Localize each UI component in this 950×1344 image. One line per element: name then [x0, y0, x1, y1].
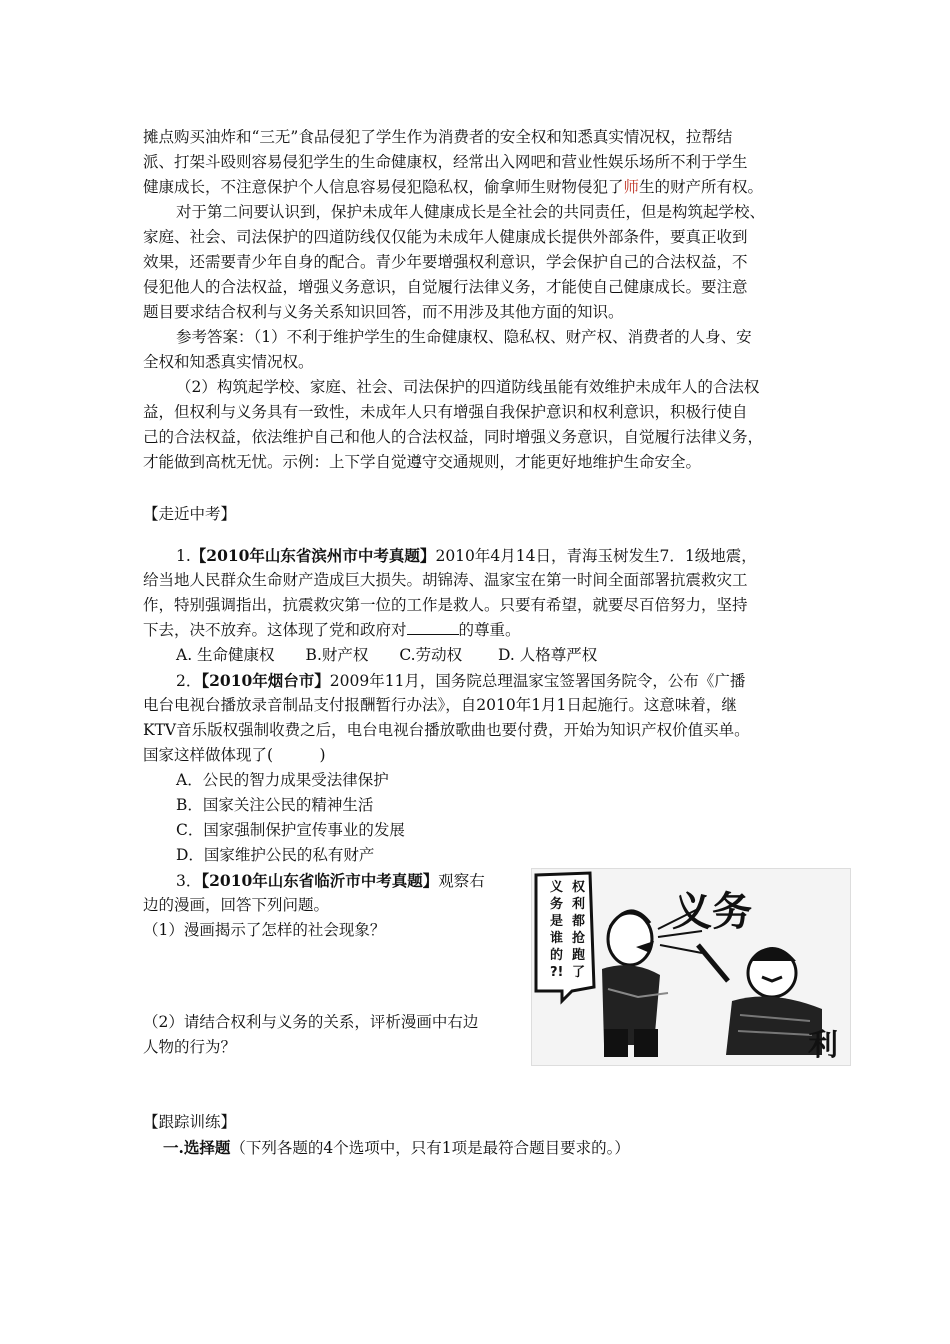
bubble-char: 谁 — [550, 931, 564, 946]
question-text: 下去，决不放弃。这体现了党和政府对 — [143, 621, 407, 639]
question-line: 国家这样做体现了( ) — [143, 746, 326, 764]
bubble-char: 利 — [572, 897, 586, 912]
analysis-line — [143, 175, 763, 200]
bubble-char: 是 — [550, 914, 564, 929]
question-number: 2． — [176, 672, 202, 690]
analysis-text: 生的财产所有权。 — [639, 178, 764, 196]
option-b: B．国家关注公民的精神生活 — [176, 796, 374, 814]
question-source: 【2010年山东省滨州市中考真题】 — [190, 546, 436, 565]
answer-line: 全权和知悉真实情况权。 — [143, 353, 314, 371]
analysis-text: 健康成长，不注意保护个人信息容易侵犯隐私权，偷拿师生财物侵犯了 — [143, 178, 624, 196]
analysis-line: 摊点购买油炸和“三无”食品侵犯了学生作为消费者的安全权和知悉真实情况权，拉帮结 — [143, 128, 733, 146]
bubble-char: 权 — [572, 880, 586, 895]
sub-question-2: （2）请结合权利与义务的关系，评析漫画中右边 — [143, 1013, 479, 1031]
question-line: 电台电视台播放录音制品支付报酬暂行办法》，自2010年1月1日起施行。这意味着，继 — [143, 696, 737, 714]
highlighted-char: 师 — [623, 178, 640, 196]
cartoon-image — [531, 868, 851, 1066]
bubble-char: 务 — [550, 897, 564, 912]
answer-line: 己的合法权益，依法维护自己和他人的合法权益，同时增强义务意识，自觉履行法律义务， — [143, 428, 764, 446]
bubble-char: 抢 — [572, 931, 586, 946]
answer-line: 才能做到高枕无忧。示例：上下学自觉遵守交通规则，才能更好地维护生命安全。 — [143, 453, 702, 471]
question-number: 3． — [176, 872, 202, 890]
analysis-line: 家庭、社会、司法保护的四道防线仅仅能为未成年人健康成长提供外部条件，要真正收到 — [143, 228, 748, 246]
question-text: 的尊重。 — [458, 621, 521, 639]
question-line: 作，特别强调指出，抗震救灾第一位的工作是救人。只要有希望，就要尽百倍努力，坚持 — [143, 596, 748, 614]
cartoon-right-text: 利 — [808, 1028, 838, 1063]
question-2-line — [176, 668, 745, 694]
answer-line: 参考答案：（1）不利于维护学生的生命健康权、隐私权、财产权、消费者的人身、安 — [176, 328, 752, 346]
analysis-line: 题目要求结合权利与义务关系知识回答，而不用涉及其他方面的知识。 — [143, 303, 624, 321]
question-text: 观察右 — [438, 872, 485, 890]
cartoon-drawing — [532, 869, 850, 1065]
sub-question-2: 人物的行为？ — [143, 1038, 237, 1056]
analysis-line: 对于第二问要认识到，保护未成年人健康成长是全社会的共同责任，但是构筑起学校、 — [176, 203, 766, 221]
question-source: 【2010年山东省临沂市中考真题】 — [201, 871, 439, 890]
question-3-line — [176, 868, 485, 894]
analysis-line: 侵犯他人的合法权益，增强义务意识，自觉履行法律义务，才能使自己健康成长。要注意 — [143, 278, 748, 296]
option-c: C．国家强制保护宣传事业的发展 — [176, 821, 405, 839]
question-source: 【2010年烟台市】 — [201, 671, 330, 690]
subsection-line — [163, 1135, 630, 1161]
subsection-title: 一.选择题 — [163, 1138, 231, 1157]
analysis-line: 效果，还需要青少年自身的配合。青少年要增强权利意识，学会保护自己的合法权益，不 — [143, 253, 748, 271]
question-line: 给当地人民群众生命财产造成巨大损失。胡锦涛、温家宝在第一时间全面部署抗震救灾工 — [143, 571, 748, 589]
cartoon-duty-text: 义务 — [672, 889, 752, 935]
question-text: 2009年11月，国务院总理温家宝签署国务院令，公布《广播 — [329, 672, 746, 690]
subsection-note: （下列各题的4个选项中，只有1项是最符合题目要求的。） — [230, 1139, 630, 1157]
bubble-char: 义 — [550, 880, 564, 895]
question-text: 2010年4月14日，青海玉树发生7．1级地震， — [435, 547, 757, 565]
speech-bubble — [536, 873, 594, 1001]
option-a: A．公民的智力成果受法律保护 — [176, 771, 389, 789]
bubble-char: ?! — [550, 965, 564, 980]
question-line: KTV音乐版权强制收费之后，电台电视台播放歌曲也要付费，开始为知识产权价值买单。 — [143, 721, 750, 739]
section-title: 【跟踪训练】 — [143, 1113, 237, 1131]
sub-question-1: （1）漫画揭示了怎样的社会现象？ — [143, 921, 386, 939]
question-line: 边的漫画，回答下列问题。 — [143, 896, 330, 914]
option-d: D．国家维护公民的私有财产 — [176, 846, 375, 864]
analysis-line: 派、打架斗殴则容易侵犯学生的生命健康权，经常出入网吧和营业性娱乐场所不利于学生 — [143, 153, 748, 171]
question-1-line — [176, 543, 757, 569]
bubble-char: 的 — [550, 948, 564, 963]
bubble-char: 跑 — [572, 948, 586, 963]
question-options: A. 生命健康权 B.财产权 C.劳动权 D. 人格尊严权 — [176, 646, 598, 664]
question-line — [143, 618, 521, 643]
question-number: 1. — [176, 547, 191, 565]
answer-blank[interactable] — [407, 619, 459, 635]
answer-line: （2）构筑起学校、家庭、社会、司法保护的四道防线虽能有效维护未成年人的合法权 — [176, 378, 760, 396]
answer-line: 益，但权利与义务具有一致性，未成年人只有增强自我保护意识和权利意识，积极行使自 — [143, 403, 748, 421]
bubble-char: 了 — [572, 965, 586, 980]
bubble-char: 都 — [572, 914, 586, 929]
section-title: 【走近中考】 — [143, 505, 237, 523]
